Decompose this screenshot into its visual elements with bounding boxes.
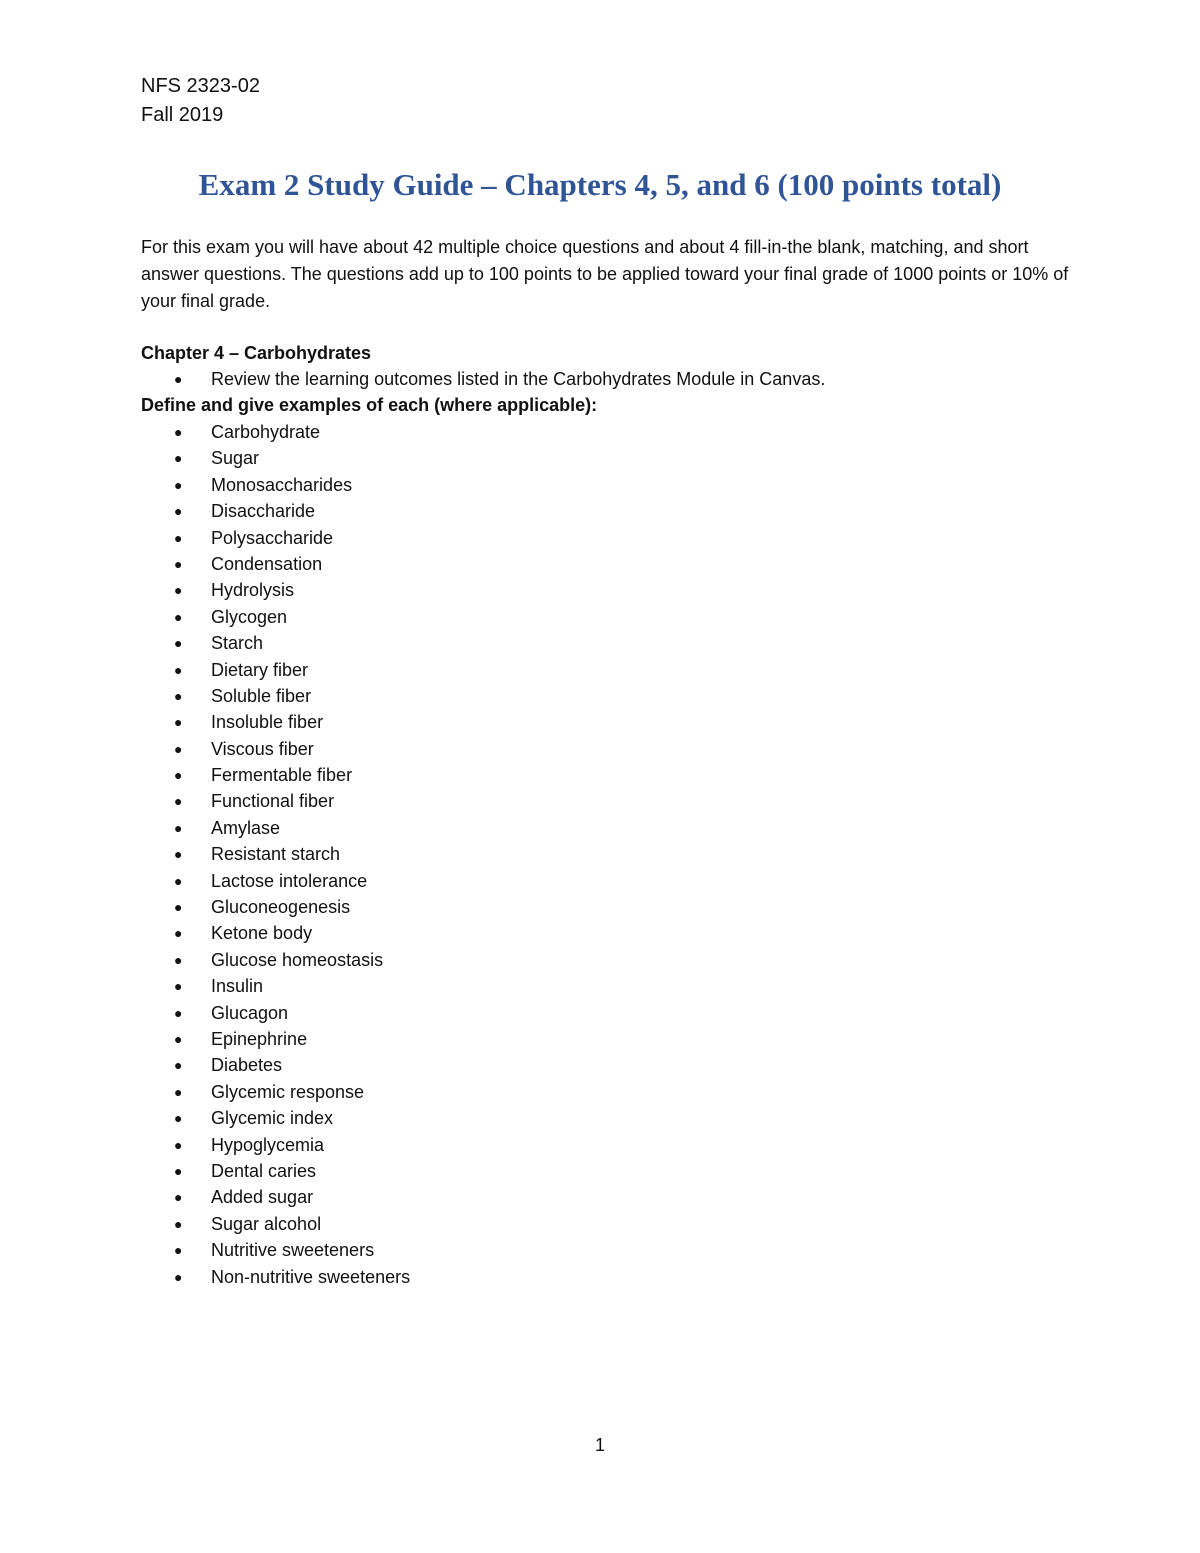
term-text: Resistant starch [211, 844, 341, 865]
list-item [141, 472, 410, 498]
list-item [141, 973, 410, 999]
term-text: Glucose homeostasis [211, 949, 384, 970]
list-item [141, 841, 410, 867]
bullet-icon: ● [174, 978, 183, 995]
term-text: Carbohydrate [211, 422, 321, 442]
term-text: Starch [211, 633, 264, 654]
list-item [141, 604, 410, 630]
list-item [141, 815, 410, 841]
term-text: Dental caries [211, 1160, 317, 1181]
list-item [141, 551, 410, 577]
term-text: Epinephrine [211, 1028, 308, 1049]
list-item [141, 1132, 410, 1158]
term-text: Viscous fiber [211, 738, 314, 759]
term-text: Functional fiber [211, 791, 335, 812]
term-text: Diabetes [211, 1055, 283, 1076]
bullet-icon: ● [174, 608, 183, 625]
list-item [141, 1105, 410, 1131]
bullet-icon: ● [174, 1215, 183, 1232]
term-text: Added sugar [211, 1187, 314, 1208]
term-text: Amylase [211, 817, 281, 838]
bullet-icon: ● [174, 1057, 183, 1074]
bullet-icon: ● [174, 661, 183, 678]
term-text: Lactose intolerance [211, 870, 368, 891]
list-item [141, 736, 410, 762]
bullet-icon: ● [174, 450, 183, 467]
list-item [141, 1211, 410, 1237]
term-text: Glycemic index [211, 1108, 334, 1129]
term-text: Insoluble fiber [211, 712, 324, 733]
bullet-icon: ● [174, 503, 183, 520]
term-text: Disaccharide [211, 501, 316, 522]
bullet-icon: ● [174, 1030, 183, 1047]
list-item [141, 709, 410, 735]
list-item [141, 577, 410, 603]
bullet-icon: ● [174, 846, 183, 863]
bullet-icon: ● [174, 1004, 183, 1021]
list-item [141, 657, 410, 683]
term-text: Hypoglycemia [211, 1134, 325, 1155]
list-item [141, 630, 410, 656]
bullet-icon: ● [174, 424, 183, 440]
list-item [141, 419, 410, 445]
bullet-icon: ● [174, 635, 183, 652]
list-item [141, 683, 410, 709]
term-text: Polysaccharide [211, 527, 334, 548]
list-item [141, 1237, 410, 1263]
term-text: Glucagon [211, 1002, 289, 1023]
chapter-4-heading: Chapter 4 – Carbohydrates [141, 343, 372, 363]
bullet-icon: ● [174, 1110, 183, 1127]
bullet-icon: ● [174, 371, 183, 387]
term-text: Gluconeogenesis [211, 897, 351, 918]
bullet-icon: ● [174, 740, 183, 757]
page-number: 1 [594, 1435, 605, 1455]
list-item [141, 762, 410, 788]
term-text: Nutritive sweeteners [211, 1240, 375, 1261]
outcome-text: Review the learning outcomes listed in the Carbohydrates Module in Canvas. [211, 369, 826, 389]
bullet-icon: ● [174, 872, 183, 889]
list-item [141, 1264, 410, 1290]
list-item [141, 366, 825, 392]
list-item [141, 498, 410, 524]
bullet-icon: ● [174, 1268, 183, 1285]
term-label: Fall 2019 [141, 104, 224, 126]
bullet-icon: ● [174, 767, 183, 784]
bullet-icon: ● [174, 1083, 183, 1100]
bullet-icon: ● [174, 476, 183, 493]
list-item [141, 920, 410, 946]
term-text: Glycemic response [211, 1081, 365, 1102]
list-item [141, 525, 410, 551]
bullet-icon: ● [174, 1189, 183, 1206]
list-item [141, 1184, 410, 1210]
term-text: Sugar [211, 448, 260, 469]
bullet-icon: ● [174, 687, 183, 704]
term-text: Insulin [211, 976, 264, 997]
bullet-icon: ● [174, 819, 183, 836]
list-item [141, 1079, 410, 1105]
bullet-icon: ● [174, 899, 183, 916]
define-heading: Define and give examples of each (where applicable): [141, 395, 598, 415]
list-item [141, 1052, 410, 1078]
term-text: Monosaccharides [211, 474, 353, 495]
bullet-icon: ● [174, 951, 183, 968]
term-text: Glycogen [211, 606, 288, 627]
bullet-icon: ● [174, 1162, 183, 1179]
bullet-icon: ● [174, 529, 183, 546]
list-item [141, 788, 410, 814]
term-text: Dietary fiber [211, 659, 309, 680]
list-item [141, 1158, 410, 1184]
list-item [141, 1026, 410, 1052]
bullet-icon: ● [174, 582, 183, 599]
list-item [141, 868, 410, 894]
list-item [141, 1000, 410, 1026]
bullet-icon: ● [174, 925, 183, 942]
list-item [141, 445, 410, 471]
list-item [141, 947, 410, 973]
term-text: Condensation [211, 553, 323, 574]
outcome-list [141, 366, 825, 392]
course-code: NFS 2323-02 [141, 75, 260, 97]
bullet-icon: ● [174, 714, 183, 731]
bullet-icon: ● [174, 555, 183, 572]
bullet-icon: ● [174, 1136, 183, 1153]
term-text: Fermentable fiber [211, 765, 353, 786]
list-item [141, 894, 410, 920]
term-text: Non-nutritive sweeteners [211, 1266, 411, 1287]
intro-paragraph: For this exam you will have about 42 multiple choice questions and about 4 fill-in-the blank, matching, and short answer questions. The questions add up to 100 points to be applied toward your final grade of 1000 points or 10% of your final grade. [141, 237, 1069, 311]
term-list [141, 419, 410, 1290]
term-text: Sugar alcohol [211, 1213, 322, 1234]
bullet-icon: ● [174, 1242, 183, 1259]
term-text: Ketone body [211, 923, 313, 944]
term-text: Hydrolysis [211, 580, 295, 601]
term-text: Soluble fiber [211, 685, 312, 706]
document-title: Exam 2 Study Guide – Chapters 4, 5, and 6 (100 points total) [198, 167, 1002, 202]
bullet-icon: ● [174, 793, 183, 810]
